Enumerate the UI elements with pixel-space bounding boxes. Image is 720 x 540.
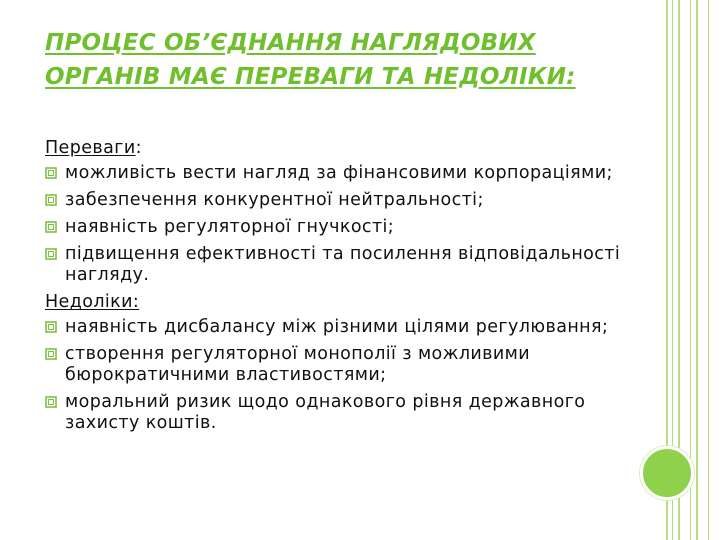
decorative-circle (640, 446, 694, 500)
list-item-text: забезпечення конкурентної нейтральності; (65, 190, 484, 210)
list-item (45, 344, 635, 386)
disadvantages-heading-text: Недоліки: (45, 292, 140, 312)
hollow-square-bullet-icon (45, 396, 57, 408)
hollow-square-bullet-icon (45, 167, 57, 179)
hollow-square-bullet-icon (45, 321, 57, 333)
advantages-heading-text: Переваги (45, 138, 136, 158)
list-item-text: підвищення ефективності та посилення відповідальності нагляду. (65, 244, 621, 285)
hollow-square-bullet-icon (45, 194, 57, 206)
disadvantages-heading (45, 292, 635, 313)
hollow-square-bullet-icon (45, 348, 57, 360)
list-item (45, 392, 635, 434)
advantages-heading-suffix: : (135, 138, 142, 158)
slide-title: ПРОЦЕС ОБ’ЄДНАННЯ НАГЛЯДОВИХ ОРГАНІВ МАЄ ПЕРЕВАГИ ТА НЕДОЛІКИ: (45, 30, 576, 90)
list-item (45, 163, 635, 184)
advantages-list (45, 163, 635, 286)
list-item (45, 317, 635, 338)
list-item (45, 244, 635, 286)
list-item-text: створення регуляторної монополії з можливими бюрократичними властивостями; (65, 344, 531, 385)
list-item-text: наявність дисбалансу між різними цілями регулювання; (65, 317, 609, 337)
slide-body (45, 134, 635, 440)
list-item (45, 190, 635, 211)
stripe (708, 0, 709, 540)
list-item-text: моральний ризик щодо однакового рівня державного захисту коштів. (65, 392, 586, 433)
list-item-text: наявність регуляторної гнучкості; (65, 217, 395, 237)
list-item (45, 217, 635, 238)
list-item-text: можливість вести нагляд за фінансовими корпораціями; (65, 163, 613, 183)
hollow-square-bullet-icon (45, 248, 57, 260)
advantages-heading (45, 138, 635, 159)
disadvantages-list (45, 317, 635, 434)
stripe (696, 0, 698, 540)
hollow-square-bullet-icon (45, 221, 57, 233)
